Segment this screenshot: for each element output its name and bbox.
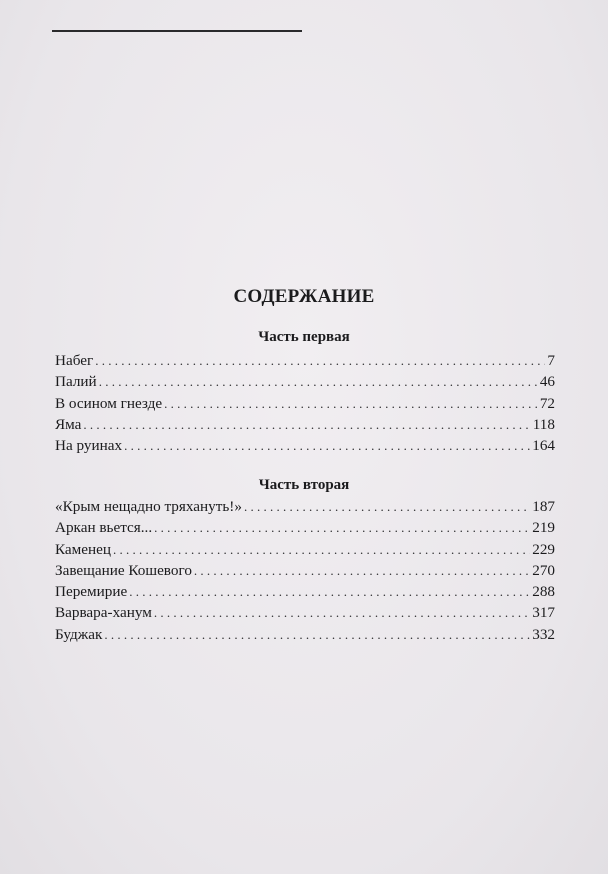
part-2-toc: [55, 496, 555, 645]
top-rule: [52, 30, 302, 32]
toc-entry-title: Завещание Кошевого: [55, 561, 192, 579]
dot-leader: [154, 602, 530, 623]
toc-entry: [55, 581, 555, 602]
dot-leader: [164, 393, 538, 414]
dot-leader: [104, 624, 530, 645]
toc-entry-title: Палий: [55, 373, 97, 391]
toc-entry-page: 118: [532, 415, 555, 433]
toc-entry: [55, 517, 555, 538]
toc-entry-title: Варвара-ханум: [55, 604, 152, 622]
part-1-toc: [55, 350, 555, 456]
toc-entry-title: Каменец: [55, 540, 112, 558]
toc-entry-page: 288: [532, 583, 555, 601]
toc-entry: [55, 350, 555, 371]
dot-leader: [194, 560, 530, 581]
toc-entry-page: 332: [532, 625, 555, 643]
toc-entry-title: Перемирие: [55, 583, 128, 601]
toc-entry-page: 164: [532, 437, 555, 455]
dot-leader: [113, 539, 530, 560]
toc-entry: [55, 393, 555, 414]
toc-entry-page: 219: [532, 519, 555, 537]
toc-entry: [55, 496, 555, 517]
toc-entry: [55, 539, 555, 560]
toc-entry-page: 187: [532, 498, 555, 515]
toc-entry: [55, 624, 555, 645]
toc-entry-title: Аркан вьется...: [55, 519, 153, 537]
page-title: СОДЕРЖАНИЕ: [233, 286, 375, 307]
part-1-title: Часть первая: [258, 329, 350, 345]
part-2-title: Часть вторая: [258, 477, 350, 493]
toc-entry-page: 46: [539, 373, 555, 391]
dot-leader: [154, 517, 530, 538]
dot-leader: [95, 350, 545, 371]
toc-entry-title: Буджак: [55, 625, 103, 643]
dot-leader: [83, 414, 530, 435]
toc-entry: [55, 414, 555, 435]
toc-entry-page: 229: [532, 540, 555, 558]
toc-entry-title: «Крым нещадно тряхануть!»: [55, 498, 242, 515]
toc-entry: [55, 371, 555, 392]
toc-entry-page: 7: [547, 352, 555, 369]
toc-entry-page: 270: [532, 561, 555, 579]
toc-entry-page: 72: [539, 394, 555, 412]
toc-entry: [55, 560, 555, 581]
dot-leader: [244, 496, 530, 517]
toc-entry-page: 317: [532, 604, 555, 622]
toc-entry-title: На руинах: [55, 437, 123, 455]
dot-leader: [124, 435, 530, 456]
toc-entry: [55, 435, 555, 456]
dot-leader: [99, 371, 538, 392]
toc-entry: [55, 602, 555, 623]
toc-entry-title: Набег: [55, 352, 94, 369]
dot-leader: [129, 581, 530, 602]
toc-entry-title: В осином гнезде: [55, 394, 163, 412]
toc-entry-title: Яма: [55, 415, 82, 433]
